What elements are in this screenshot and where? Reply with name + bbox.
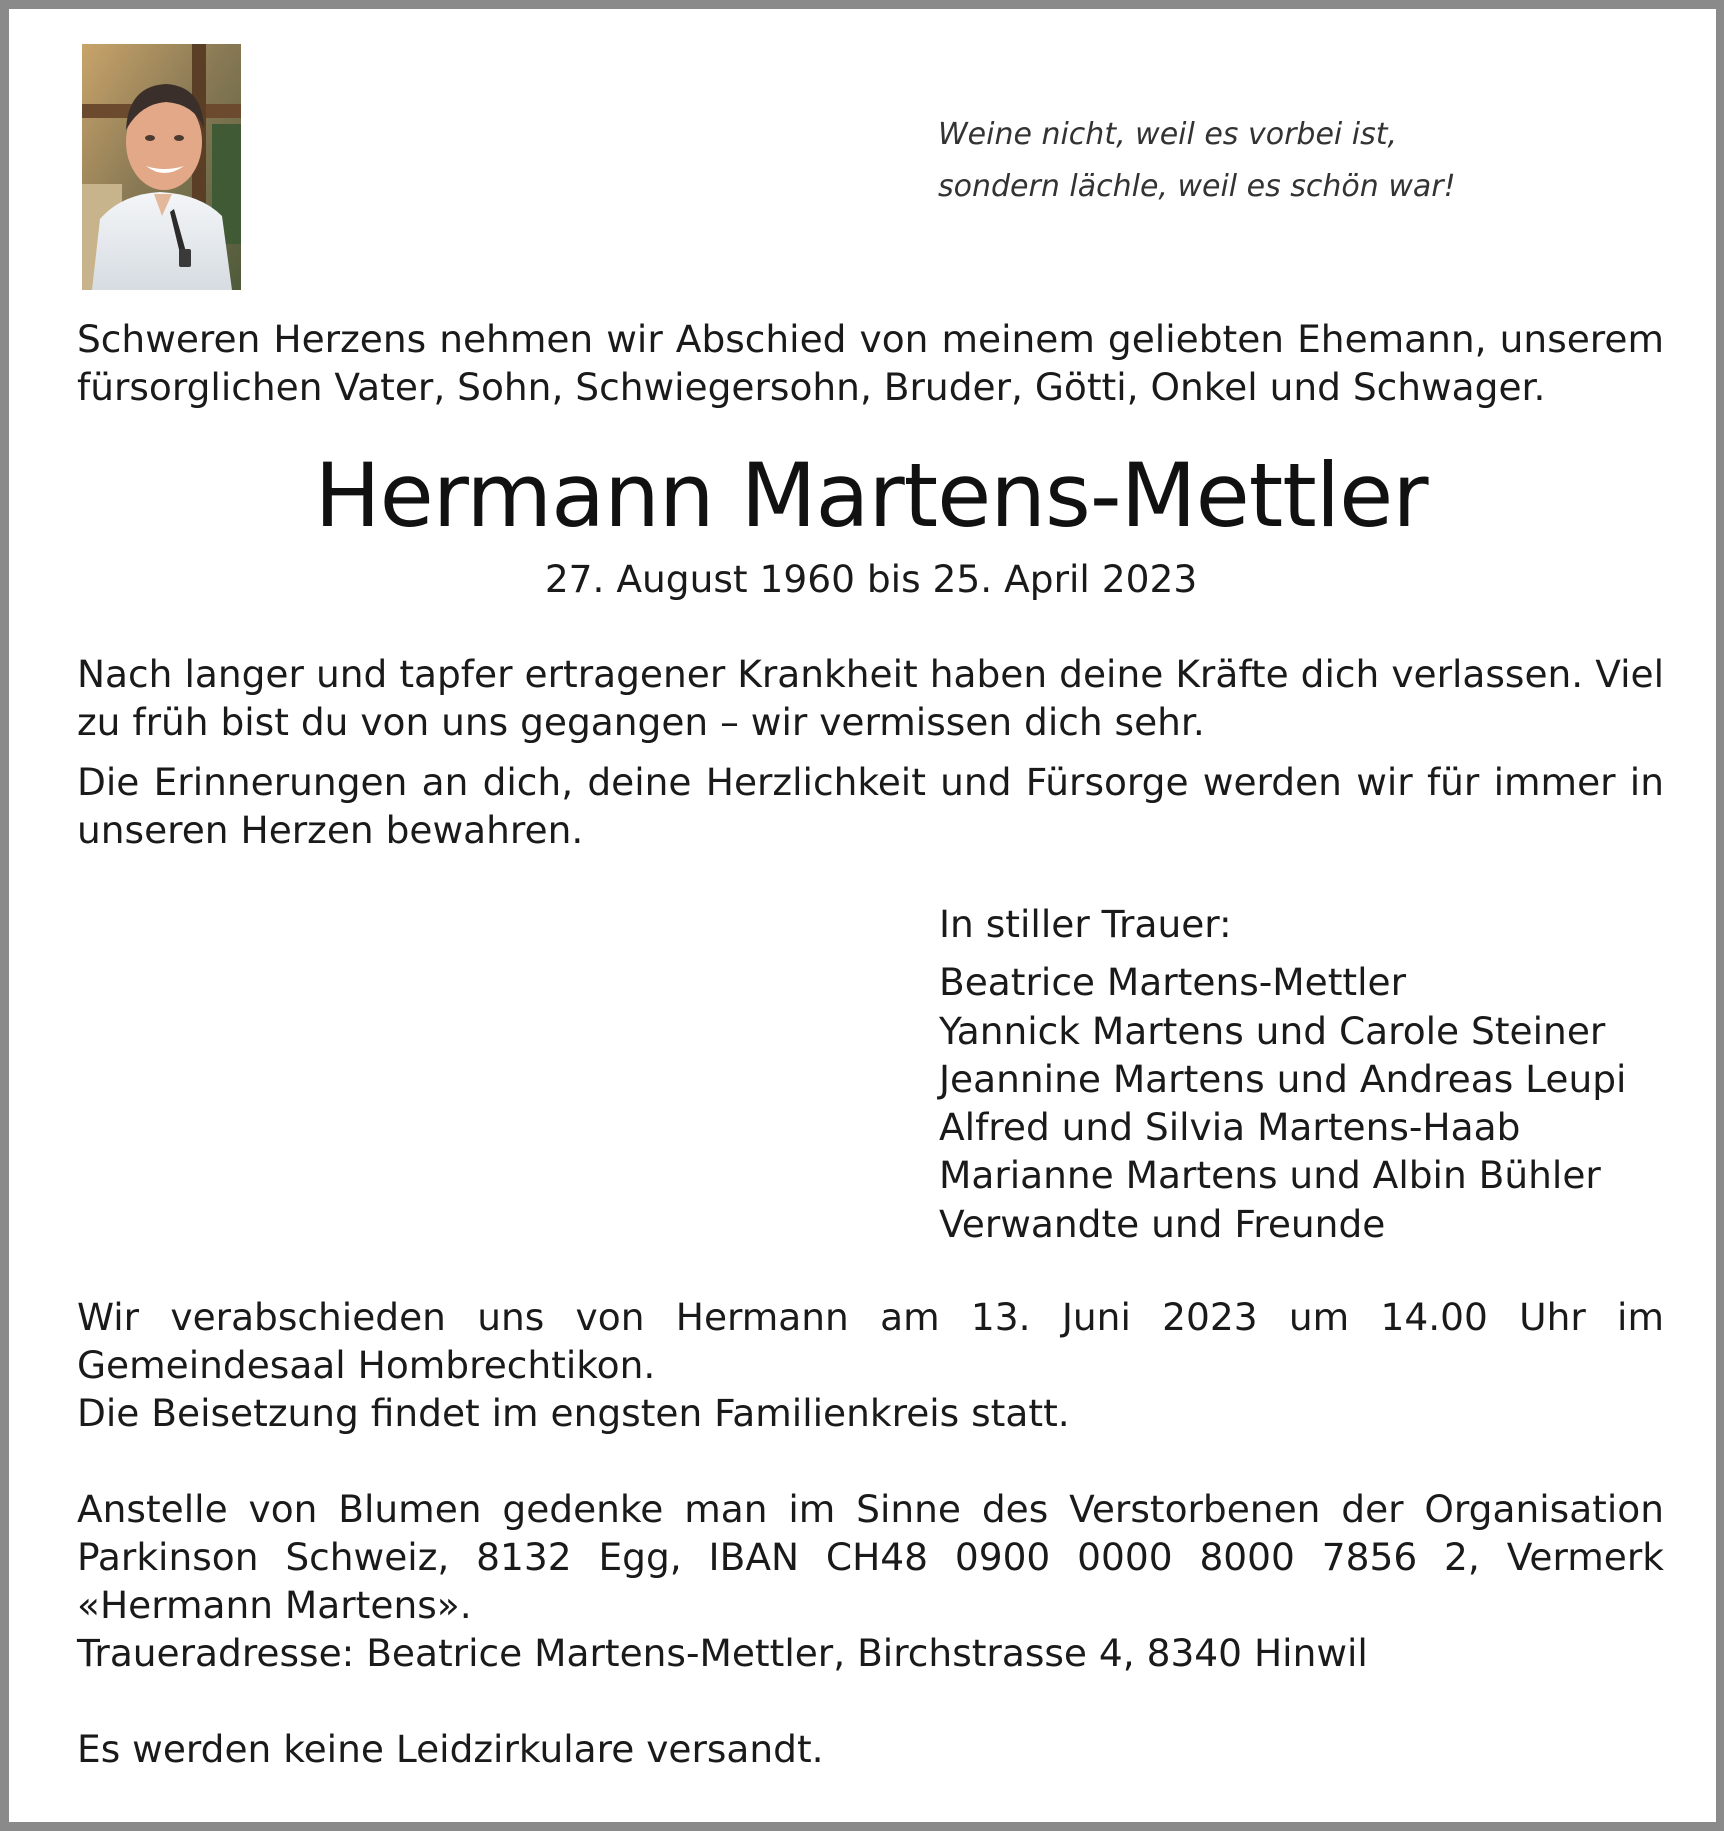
intro-text: Schweren Herzens nehmen wir Abschied von meinem geliebten Ehemann, unserem fürsorglichen Vater, Sohn, Schwiegersohn, Bruder, Götti, Onkel und Schwager.	[77, 317, 1664, 409]
mourner-name: Beatrice Martens-Mettler	[939, 960, 1407, 1005]
mourner-name: Jeannine Martens und Andreas Leupi	[939, 1056, 1627, 1101]
mourner-name: Alfred und Silvia Martens-Haab	[939, 1105, 1521, 1150]
donation-info: Anstelle von Blumen gedenke man im Sinne des Verstorbenen der Organisation Parkinson Schweiz, 8132 Egg, IBAN CH48 0900 0000 8000 7856 2, Vermerk «Hermann Martens».	[77, 1487, 1664, 1627]
paragraph: Die Erinnerungen an dich, deine Herzlichkeit und Fürsorge werden wir für immer in unseren Herzen bewahren.	[77, 760, 1664, 852]
deceased-name: Hermann Martens-Mettler	[314, 444, 1428, 547]
quote-line: Weine nicht, weil es vorbei ist,	[938, 117, 1398, 152]
mourners-block	[939, 900, 1626, 1248]
portrait-photo	[82, 44, 241, 290]
paragraph: Nach langer und tapfer ertragener Krankheit haben deine Kräfte dich verlassen. Viel zu früh bist du von uns gegangen – wir vermissen dich sehr.	[77, 652, 1664, 744]
mourning-address: Traueradresse: Beatrice Martens-Mettler, Birchstrasse 4, 8340 Hinwil	[77, 1631, 1368, 1675]
quote-line: sondern lächle, weil es schön war!	[938, 169, 1456, 204]
mourner-name: Marianne Martens und Albin Bühler	[939, 1153, 1601, 1198]
farewell-info: Wir verabschieden uns von Hermann am 13. Juni 2023 um 14.00 Uhr im Gemeindesaal Hombrechtikon.	[77, 1295, 1664, 1387]
mourners-heading: In stiller Trauer:	[939, 902, 1232, 946]
life-dates: 27. August 1960 bis 25. April 2023	[544, 557, 1198, 601]
mourner-name: Yannick Martens und Carole Steiner	[939, 1008, 1606, 1053]
circular-note: Es werden keine Leidzirkulare versandt.	[77, 1727, 824, 1771]
burial-info: Die Beisetzung findet im engsten Familienkreis statt.	[77, 1391, 1070, 1435]
mourner-name: Verwandte und Freunde	[939, 1201, 1386, 1246]
memorial-quote	[938, 109, 1638, 213]
